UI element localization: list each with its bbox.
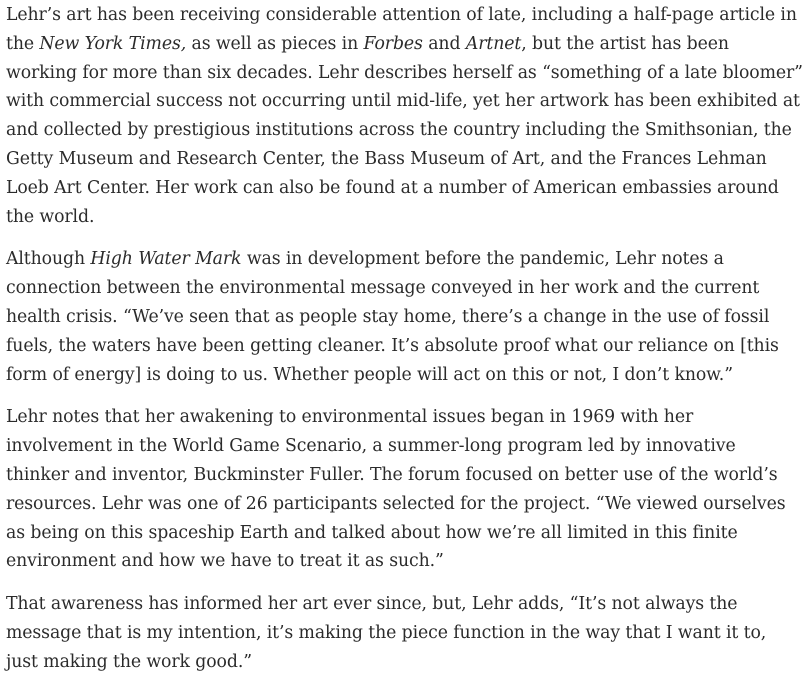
publication-forbes: Forbes xyxy=(363,33,423,54)
paragraph-1-text-b: as well as pieces in xyxy=(186,33,364,54)
paragraph-2-text-b: was in development before the pandemic, Lehr notes a connection between the environmental message conveyed in her work and the current health crisis. “We’ve seen that as people stay home, there’s a change in the use of fossil fuels, the waters have been getting cleaner. It’s absolute proof what our reliance on [this form of energy] is doing to us. Whether people will act on this or not, I don’t know.” xyxy=(6,249,779,385)
publication-new-york-times: New York Times, xyxy=(39,33,187,54)
artwork-title: High Water Mark xyxy=(90,249,242,270)
paragraph-1-text-a: Lehr’s art has been receiving considerable attention of late, including a half-page article in the xyxy=(6,5,797,54)
publication-artnet: Artnet xyxy=(465,33,522,54)
paragraph-2-text-a: Although xyxy=(6,249,91,270)
paragraph-3: Lehr notes that her awakening to environmental issues began in 1969 with her involvement in the World Game Scenario, a summer-long program led by innovative thinker and inventor, Buckminster Fuller. The forum focused on better use of the world’s resources. Lehr was one of 26 participants selected for the project. “We viewed ourselves as being on this spaceship Earth and talked about how we’re all limited in this finite environment and how we have to treat it as such.” xyxy=(6,407,786,572)
paragraph-2 xyxy=(6,245,803,389)
paragraph-1-text-d: , but the artist has been working for more than six decades. Lehr describes herself as “something of a late bloomer” with commercial success not occurring until mid-life, yet her artwork has been exhibited at and collected by prestigious institutions across the country including the Smithsonian, the Getty Museum and Research Center, the Bass Museum of Art, and the Frances Lehman Loeb Art Center. Her work can also be found at a number of American embassies around the world. xyxy=(6,33,803,227)
paragraph-1-text-c: and xyxy=(422,33,466,54)
paragraph-4: That awareness has informed her art ever since, but, Lehr adds, “It’s not always the message that is my intention, it’s making the piece function in the way that I want it to, just making the work good.” xyxy=(6,594,767,672)
paragraph-1 xyxy=(6,1,803,231)
article-body xyxy=(0,1,803,677)
